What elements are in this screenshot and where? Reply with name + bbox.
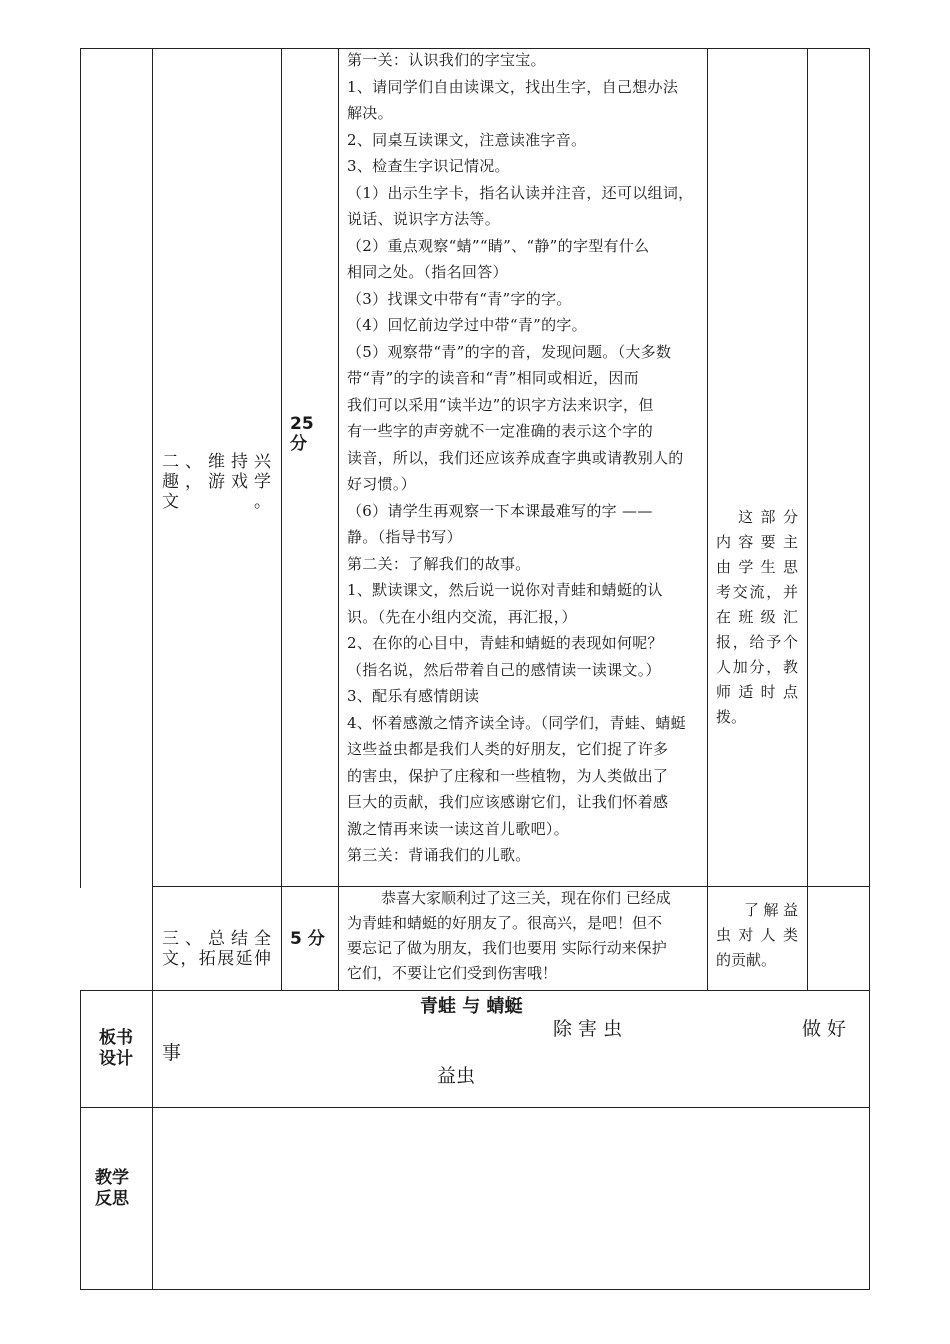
process-line: 我们可以采用“读半边”的识字方法来识字，但: [347, 395, 654, 414]
process-line: 要忘记了做为朋友，我们也要用 实际行动来保护: [347, 939, 667, 957]
time-unit: 分: [290, 434, 307, 454]
board-title-text: 青蛙 与 蜻蜓: [420, 996, 523, 1017]
process-cell-summary: [347, 886, 703, 986]
process-line: 它们，不要让它们受到伤害哦！: [347, 964, 558, 982]
reflection-content[interactable]: [153, 1108, 869, 1289]
note-line: 的贡献。: [716, 951, 777, 969]
grid-line: [807, 48, 808, 991]
time-cell-game: [290, 414, 330, 454]
process-line: （指名说，然后带着自己的感情读一读课文。）: [347, 660, 661, 679]
board-title: [420, 992, 523, 1018]
process-line: 第二关：了解我们的故事。: [347, 554, 531, 573]
process-line: 识。（先在小组内交流，再汇报，）: [347, 607, 577, 626]
grid-line: [281, 48, 282, 991]
grid-line: [80, 48, 81, 888]
board-label-text: 板书设计: [99, 1028, 133, 1069]
process-line: 解决。: [347, 104, 393, 122]
process-line: 说话、说识字方法等。: [347, 210, 501, 228]
process-line: 4、怀着感激之情齐读全诗。（同学们，青蛙、蜻蜓: [347, 713, 686, 732]
stage-text: 三、总结全文，拓展延伸: [162, 929, 272, 969]
board-middle-text: [553, 1014, 622, 1041]
note-cell-summary: [716, 898, 798, 973]
note-line: 报，给予个: [716, 633, 798, 651]
stage-text: 二、维持兴趣，游戏学文。: [162, 452, 272, 512]
process-cell-game: [347, 47, 702, 869]
board-right: 做 好: [802, 1018, 847, 1040]
process-line: 第一关：认识我们的字宝宝。: [347, 51, 546, 69]
process-line: 这些益虫都是我们人类的好朋友，它们捉了许多: [347, 740, 669, 758]
note-line: 这部分: [738, 508, 798, 526]
process-line: 恭喜大家顺利过了这三关，现在你们 已经成: [381, 889, 671, 907]
process-line: （4）回忆前边学过中带“青”的字。: [347, 316, 587, 334]
process-line: 第三关：背诵我们的儿歌。: [347, 846, 531, 864]
board-right-text: [802, 1014, 846, 1041]
note-line: 内容要主: [716, 533, 798, 551]
grid-line: [707, 48, 708, 991]
process-line: （2）重点观察“蜻”“睛”、“静”的字型有什么: [347, 236, 650, 255]
note-line: 考交流，并: [716, 583, 798, 601]
process-line: 激之情再来读一读这首儿歌吧）。: [347, 819, 570, 838]
board-label: [92, 1028, 140, 1070]
process-line: 巨大的贡献，我们应该感谢它们，让我们怀着感: [347, 793, 669, 811]
process-line: 相同之处。（指名回答）: [347, 263, 508, 281]
board-bottom-text: [437, 1061, 475, 1088]
process-line: 为青蛙和蜻蜓的好朋友了。很高兴，是吧！但不: [347, 914, 663, 932]
process-line: （1）出示生字卡，指名认读并注音，还可以组词，: [347, 183, 694, 202]
note-line: 了解益: [744, 901, 798, 919]
note-line: 人加分，教: [716, 658, 798, 676]
grid-line: [80, 990, 81, 1290]
process-line: （5）观察带“青”的字的音，发现问题。（大多数: [347, 342, 672, 361]
stage-cell-game: [162, 452, 272, 512]
reflection-label: [92, 1168, 132, 1210]
process-line: 静。（指导书写）: [347, 528, 462, 546]
note-line: 师适时点: [716, 683, 798, 701]
process-line: 读音，所以，我们还应该养成查字典或请教别人的: [347, 448, 684, 467]
process-line: 3、检查生字识记情况。: [347, 157, 510, 175]
process-line: 好习惯。）: [347, 475, 417, 493]
grid-line: [152, 48, 153, 1290]
stage-cell-summary: [162, 929, 272, 969]
reflection-label-text: 教学反思: [95, 1168, 129, 1209]
process-line: 3、配乐有感情朗读: [347, 687, 480, 705]
grid-line: [338, 48, 339, 991]
process-line: 有一些字的声旁就不一定准确的表示这个字的: [347, 422, 654, 440]
note-cell-game: [716, 505, 798, 730]
note-line: 由学生思: [716, 558, 798, 576]
board-bottom: 益虫: [437, 1065, 476, 1087]
board-left: 事: [162, 1042, 182, 1064]
process-line: 带“青”的字的读音和“青”相同或相近，因而: [347, 369, 639, 387]
process-line: 2、在你的心目中，青蛙和蜻蜓的表现如何呢？: [347, 634, 663, 652]
note-line: 在班级汇: [716, 608, 798, 626]
time-cell-summary: [290, 929, 335, 949]
grid-line: [80, 990, 870, 991]
board-middle: 除 害 虫: [553, 1018, 623, 1040]
process-line: （6）请学生再观察一下本课最难写的字 ——: [347, 501, 653, 520]
process-line: 1、请同学们自由读课文，找出生字，自己想办法: [347, 77, 679, 96]
note-line: 拨。: [716, 708, 747, 726]
grid-line: [869, 48, 870, 1290]
process-line: （3）找课文中带有“青”字的字。: [347, 289, 572, 308]
process-line: 的害虫，保护了庄稼和一些植物，为人类做出了: [347, 766, 669, 785]
time-text: 5 分: [290, 929, 325, 949]
grid-line: [80, 1289, 870, 1290]
time-number: 25: [290, 414, 314, 434]
board-left-text: [162, 1038, 181, 1065]
process-line: 1、默读课文，然后说一说你对青蛙和蜻蜓的认: [347, 581, 663, 599]
process-line: 2、同桌互读课文，注意读准字音。: [347, 130, 587, 149]
note-line: 虫对人类: [716, 926, 798, 944]
